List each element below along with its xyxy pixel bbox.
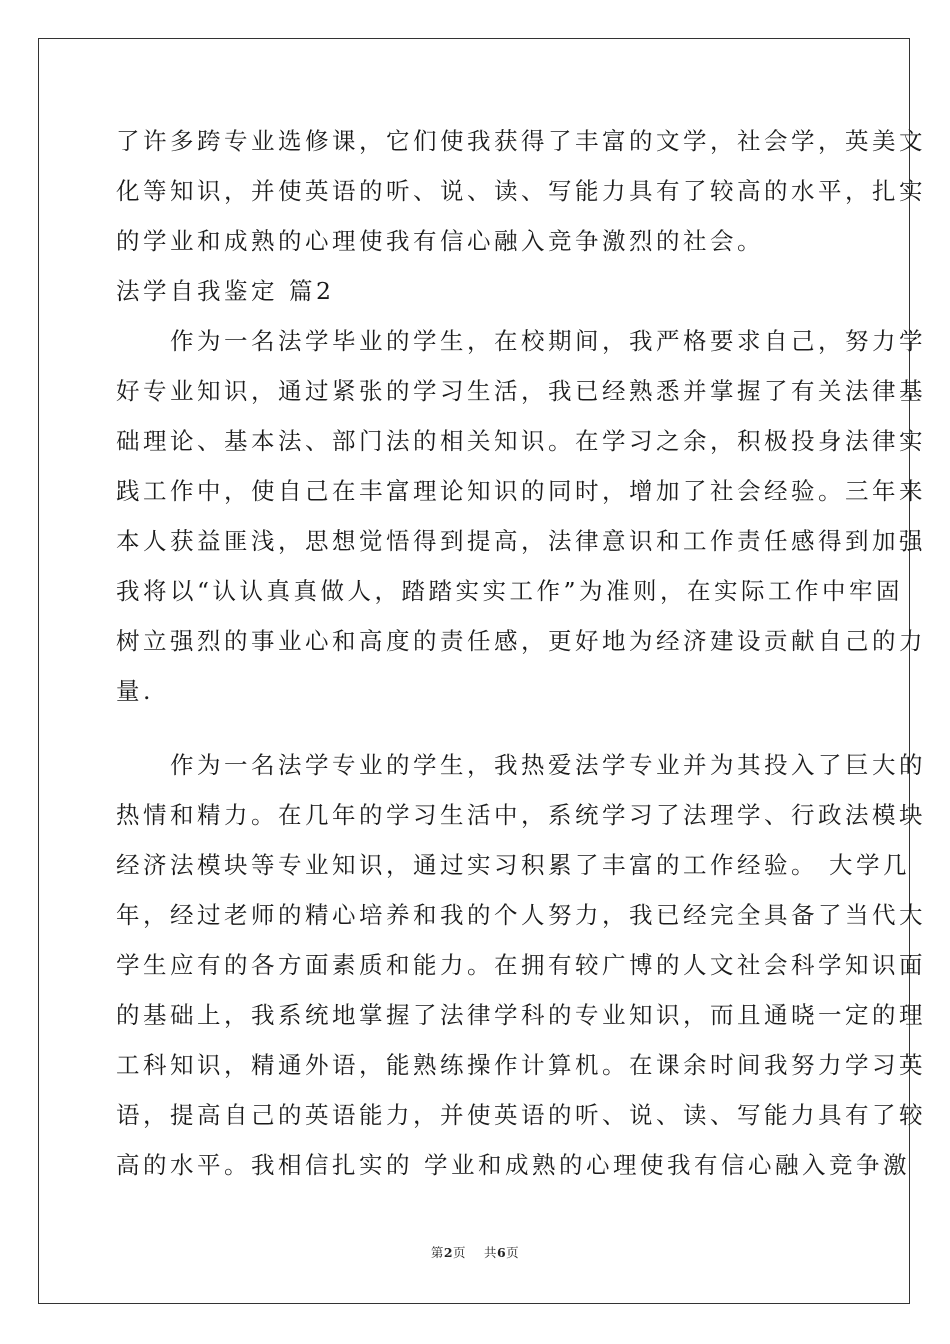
text-line: 工科知识，精通外语，能熟练操作计算机。在课余时间我努力学习英 [116, 1051, 926, 1079]
total-suffix: 页 [506, 1245, 520, 1260]
text-line: 热情和精力。在几年的学习生活中，系统学习了法理学、行政法模块 [116, 801, 926, 829]
text-line: 化等知识，并使英语的听、说、读、写能力具有了较高的水平，扎实 [116, 177, 926, 205]
total-prefix: 共 [483, 1245, 497, 1260]
text-line: 树立强烈的事业心和高度的责任感，更好地为经济建设贡献自己的力 [116, 627, 926, 655]
paragraph-first-line: 作为一名法学毕业的学生，在校期间，我严格要求自己，努力学 [116, 327, 926, 355]
text-line: 学生应有的各方面素质和能力。在拥有较广博的人文社会科学知识面 [116, 951, 926, 979]
section-heading: 法学自我鉴定 篇2 [116, 277, 335, 305]
text-line: 本人获益匪浅，思想觉悟得到提高，法律意识和工作责任感得到加强 [116, 527, 926, 555]
text-line: 语，提高自己的英语能力，并使英语的听、说、读、写能力具有了较 [116, 1101, 926, 1129]
page-footer [0, 1243, 950, 1261]
page-prefix: 第 [430, 1245, 444, 1260]
paragraph-first-line: 作为一名法学专业的学生，我热爱法学专业并为其投入了巨大的 [116, 751, 926, 779]
page-total: 6 [496, 1245, 507, 1260]
text-line: 高的水平。我相信扎实的 学业和成熟的心理使我有信心融入竞争激 [116, 1151, 910, 1179]
page-current: 2 [443, 1245, 454, 1260]
text-line: 年，经过老师的精心培养和我的个人努力，我已经完全具备了当代大 [116, 901, 926, 929]
text-line: 我将以“认认真真做人，踏踏实实工作”为准则，在实际工作中牢固 [116, 577, 904, 605]
text-line: 践工作中，使自己在丰富理论知识的同时，增加了社会经验。三年来 [116, 477, 926, 505]
page-suffix: 页 [453, 1245, 467, 1260]
text-line: 础理论、基本法、部门法的相关知识。在学习之余，积极投身法律实 [116, 427, 926, 455]
text-line: 好专业知识，通过紧张的学习生活，我已经熟悉并掌握了有关法律基 [116, 377, 926, 405]
text-line: 量. [116, 677, 154, 705]
text-line: 了许多跨专业选修课，它们使我获得了丰富的文学，社会学，英美文 [116, 127, 926, 155]
text-line: 经济法模块等专业知识，通过实习积累了丰富的工作经验。 大学几 [116, 851, 910, 879]
paragraph-gap [116, 722, 836, 746]
text-line: 的基础上，我系统地掌握了法律学科的专业知识，而且通晓一定的理 [116, 1001, 926, 1029]
document-body [116, 122, 926, 1196]
text-line: 的学业和成熟的心理使我有信心融入竞争激烈的社会。 [116, 227, 764, 255]
